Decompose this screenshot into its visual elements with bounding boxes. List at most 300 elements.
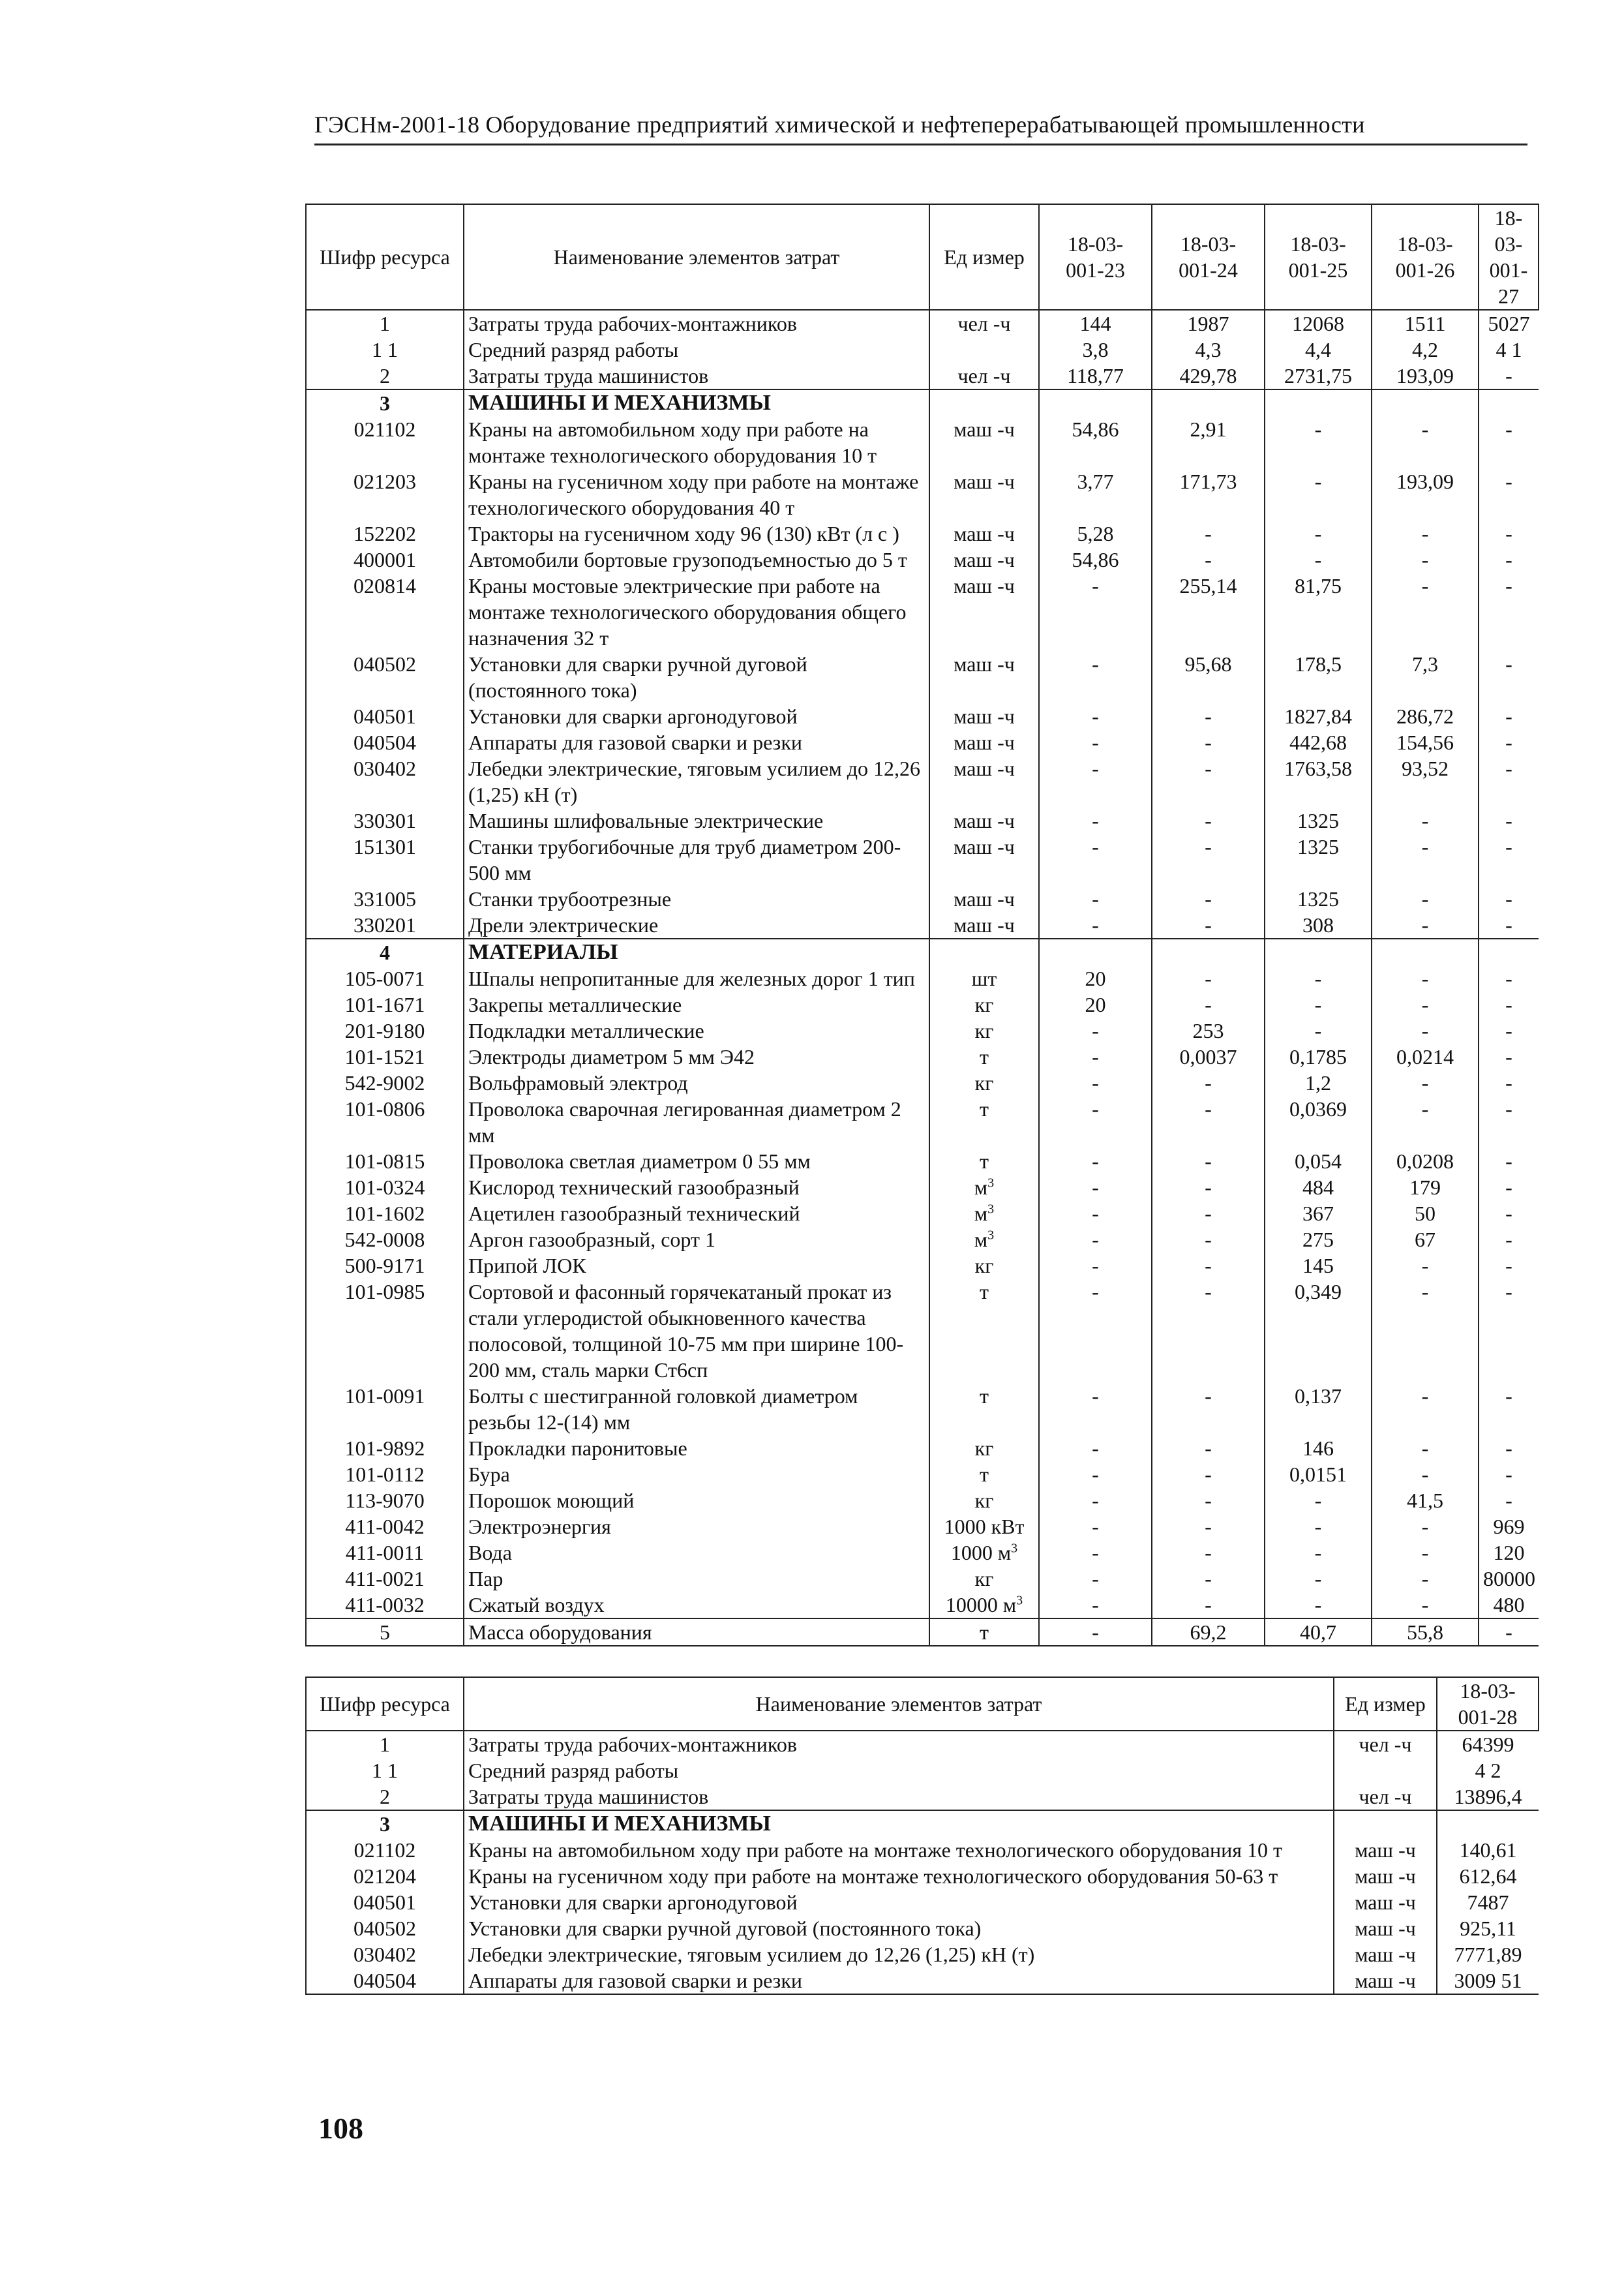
cost-element-name-cell: Прокладки паронитовые bbox=[464, 1435, 929, 1461]
value-cell: 5,28 bbox=[1039, 521, 1152, 547]
table2-header-cell: Ед измер bbox=[1334, 1677, 1437, 1731]
resource-code-cell: 330301 bbox=[306, 808, 464, 834]
value-cell: - bbox=[1039, 1148, 1152, 1174]
table2-header-cell: Наименование элементов затрат bbox=[464, 1677, 1334, 1731]
value-cell: - bbox=[1505, 967, 1512, 990]
value-cell: - bbox=[1505, 1489, 1512, 1512]
resource-code-cell: 411-0042 bbox=[306, 1513, 464, 1540]
resource-code-cell: 101-0815 bbox=[306, 1148, 464, 1174]
value-cell: 1325 bbox=[1265, 834, 1372, 886]
value-cell: - bbox=[1152, 1096, 1265, 1148]
value-cell: 93,52 bbox=[1372, 755, 1479, 808]
value-cell bbox=[1265, 939, 1372, 965]
value-cell: - bbox=[1152, 1592, 1265, 1618]
value-cell: 154,56 bbox=[1372, 729, 1479, 755]
cost-element-name-cell: Пар bbox=[464, 1566, 929, 1592]
table2-header-cell: 18-03- 001-28 bbox=[1437, 1677, 1539, 1731]
resource-code-cell: 400001 bbox=[306, 547, 464, 573]
table1-row bbox=[306, 547, 1539, 573]
table1-row bbox=[306, 965, 1539, 992]
value-cell: - bbox=[1505, 757, 1512, 780]
unit-cell: шт bbox=[929, 965, 1039, 992]
table2-row bbox=[306, 1783, 1539, 1810]
value-cell: - bbox=[1152, 1435, 1265, 1461]
value-cell: - bbox=[1505, 1071, 1512, 1095]
table1-row bbox=[306, 1200, 1539, 1226]
value-cell: 144 bbox=[1039, 310, 1152, 337]
value-cell: - bbox=[1039, 1618, 1152, 1646]
value-cell: - bbox=[1505, 548, 1512, 571]
value-cell: - bbox=[1039, 1540, 1152, 1566]
value-cell: 275 bbox=[1265, 1226, 1372, 1252]
resource-code-cell: 021204 bbox=[306, 1863, 464, 1889]
value-cell: 925,11 bbox=[1460, 1917, 1516, 1940]
value-cell: - bbox=[1372, 992, 1479, 1018]
resource-code-cell: 101-0091 bbox=[306, 1383, 464, 1435]
unit-cell: маш -ч bbox=[929, 416, 1039, 468]
value-cell: 2731,75 bbox=[1265, 363, 1372, 389]
unit-cell: $м^3$ bbox=[929, 1200, 1039, 1226]
cost-element-name-cell: Ацетилен газообразный технический bbox=[464, 1200, 929, 1226]
table1-header-cell: 18-03- 001-23 bbox=[1039, 204, 1152, 310]
unit-cell: маш -ч bbox=[929, 468, 1039, 521]
cost-element-name-cell: Станки трубогибочные для труб диаметром 200-500 мм bbox=[464, 834, 929, 886]
resource-table-2 bbox=[305, 1677, 1539, 1995]
resource-code-cell: 1 bbox=[306, 310, 464, 337]
resource-code-cell: 3 bbox=[306, 1810, 464, 1837]
value-cell: - bbox=[1152, 1383, 1265, 1435]
table1-row bbox=[306, 1226, 1539, 1252]
cost-element-name-cell: Тракторы на гусеничном ходу 96 (130) кВт (л с ) bbox=[464, 521, 929, 547]
cost-element-name-cell: Вода bbox=[464, 1540, 929, 1566]
value-cell: 140,61 bbox=[1459, 1838, 1517, 1862]
value-cell: - bbox=[1372, 1461, 1479, 1487]
value-cell: - bbox=[1505, 1384, 1512, 1408]
value-cell: - bbox=[1039, 912, 1152, 939]
value-cell: 1763,58 bbox=[1265, 755, 1372, 808]
value-cell: - bbox=[1505, 1176, 1512, 1199]
value-cell: - bbox=[1265, 965, 1372, 992]
value-cell: - bbox=[1372, 1383, 1479, 1435]
unit-cell bbox=[1334, 1810, 1437, 1837]
resource-code-cell: 152202 bbox=[306, 521, 464, 547]
value-cell: - bbox=[1372, 1513, 1479, 1540]
value-cell: 64399 bbox=[1462, 1733, 1514, 1756]
value-cell: - bbox=[1039, 1226, 1152, 1252]
value-cell: - bbox=[1372, 965, 1479, 992]
value-cell: - bbox=[1372, 886, 1479, 912]
page-header-title: ГЭСНм-2001-18 Оборудование предприятий химической и нефтеперерабатывающей промышленности bbox=[314, 111, 1527, 145]
table1-row bbox=[306, 1044, 1539, 1070]
value-cell: 0,1785 bbox=[1265, 1044, 1372, 1070]
value-cell: - bbox=[1152, 965, 1265, 992]
value-cell: 7487 bbox=[1467, 1890, 1509, 1914]
value-cell: - bbox=[1265, 992, 1372, 1018]
resource-code-cell: 101-1602 bbox=[306, 1200, 464, 1226]
resource-code-cell: 101-0806 bbox=[306, 1096, 464, 1148]
value-cell: - bbox=[1039, 651, 1152, 703]
cost-element-name-cell: Закрепы металлические bbox=[464, 992, 929, 1018]
table1-row bbox=[306, 1566, 1539, 1592]
value-cell: 179 bbox=[1372, 1174, 1479, 1200]
value-cell: - bbox=[1505, 731, 1512, 754]
table1-header-row bbox=[306, 204, 1539, 310]
resource-code-cell: 040501 bbox=[306, 703, 464, 729]
cost-element-name-cell: Сортовой и фасонный горячекатаный прокат из стали углеродистой обыкновенного качества полосовой, толщиной 10-75 мм при ширине 100-200 мм, сталь марки Ст6сп bbox=[464, 1279, 929, 1383]
value-cell: 4 2 bbox=[1475, 1759, 1501, 1782]
unit-cell: маш -ч bbox=[929, 729, 1039, 755]
unit-cell: маш -ч bbox=[929, 651, 1039, 703]
resource-code-cell: 040504 bbox=[306, 1967, 464, 1994]
unit-cell bbox=[1334, 1757, 1437, 1783]
resource-code-cell: 1 1 bbox=[306, 337, 464, 363]
value-cell: - bbox=[1039, 834, 1152, 886]
value-cell bbox=[1039, 389, 1152, 416]
value-cell: - bbox=[1372, 1096, 1479, 1148]
value-cell: - bbox=[1039, 1566, 1152, 1592]
cost-element-name-cell: Краны на гусеничном ходу при работе на монтаже технологического оборудования 40 т bbox=[464, 468, 929, 521]
cost-element-name-cell: МАТЕРИАЛЫ bbox=[464, 939, 929, 965]
table1-row bbox=[306, 1540, 1539, 1566]
value-cell: 171,73 bbox=[1152, 468, 1265, 521]
value-cell: - bbox=[1265, 1487, 1372, 1513]
table1-row bbox=[306, 1592, 1539, 1618]
resource-code-cell: 040502 bbox=[306, 651, 464, 703]
table1-row bbox=[306, 755, 1539, 808]
resource-code-cell: 101-0324 bbox=[306, 1174, 464, 1200]
value-cell: - bbox=[1372, 1592, 1479, 1618]
table2-row bbox=[306, 1757, 1539, 1783]
value-cell: 193,09 bbox=[1372, 468, 1479, 521]
cost-element-name-cell: Краны мостовые электрические при работе на монтаже технологического оборудования общего назначения 32 т bbox=[464, 573, 929, 651]
cost-element-name-cell: Машины шлифовальные электрические bbox=[464, 808, 929, 834]
value-cell: 20 bbox=[1039, 965, 1152, 992]
value-cell: - bbox=[1372, 1435, 1479, 1461]
value-cell: 95,68 bbox=[1152, 651, 1265, 703]
value-cell: - bbox=[1505, 1436, 1512, 1460]
unit-cell: т bbox=[929, 1461, 1039, 1487]
table1-row bbox=[306, 363, 1539, 389]
value-cell: - bbox=[1039, 1383, 1152, 1435]
value-cell: - bbox=[1505, 1202, 1512, 1225]
table1-row bbox=[306, 1096, 1539, 1148]
value-cell: 1827,84 bbox=[1265, 703, 1372, 729]
cost-element-name-cell: Средний разряд работы bbox=[464, 337, 929, 363]
value-cell bbox=[1372, 939, 1479, 965]
table1-row bbox=[306, 416, 1539, 468]
table2-row bbox=[306, 1837, 1539, 1863]
unit-cell: кг bbox=[929, 1252, 1039, 1279]
cost-element-name-cell: Болты с шестигранной головкой диаметром резьбы 12-(14) мм bbox=[464, 1383, 929, 1435]
unit-cell: маш -ч bbox=[929, 755, 1039, 808]
cost-element-name-cell: Установки для сварки аргонодуговой bbox=[464, 1889, 1334, 1915]
value-cell: 255,14 bbox=[1152, 573, 1265, 651]
cost-element-name-cell: МАШИНЫ И МЕХАНИЗМЫ bbox=[464, 1810, 1334, 1837]
resource-code-cell: 500-9171 bbox=[306, 1252, 464, 1279]
unit-cell: 10000 $м^3$ bbox=[929, 1592, 1039, 1618]
unit-cell: маш -ч bbox=[929, 808, 1039, 834]
table1-header-cell: 18-03- 001-24 bbox=[1152, 204, 1265, 310]
value-cell: - bbox=[1265, 1592, 1372, 1618]
value-cell: 4,4 bbox=[1265, 337, 1372, 363]
resource-code-cell: 040502 bbox=[306, 1915, 464, 1941]
table1-row bbox=[306, 834, 1539, 886]
cost-element-name-cell: Вольфрамовый электрод bbox=[464, 1070, 929, 1096]
table1-section-heading-row bbox=[306, 939, 1539, 965]
value-cell: 1987 bbox=[1152, 310, 1265, 337]
value-cell: - bbox=[1039, 1592, 1152, 1618]
table1-row bbox=[306, 912, 1539, 939]
value-cell: - bbox=[1505, 887, 1512, 911]
value-cell: - bbox=[1039, 808, 1152, 834]
value-cell: - bbox=[1505, 1045, 1512, 1069]
resource-code-cell: 021203 bbox=[306, 468, 464, 521]
unit-cell: маш -ч bbox=[929, 886, 1039, 912]
cost-element-name-cell: Подкладки металлические bbox=[464, 1018, 929, 1044]
cost-element-name-cell: Электроды диаметром 5 мм Э42 bbox=[464, 1044, 929, 1070]
resource-code-cell: 101-0985 bbox=[306, 1279, 464, 1383]
value-cell: 3,77 bbox=[1039, 468, 1152, 521]
value-cell: - bbox=[1039, 1252, 1152, 1279]
table1-row bbox=[306, 703, 1539, 729]
value-cell: - bbox=[1265, 1566, 1372, 1592]
unit-cell: маш -ч bbox=[929, 912, 1039, 939]
value-cell bbox=[1372, 389, 1479, 416]
unit-cell: кг bbox=[929, 1018, 1039, 1044]
unit-cell: чел -ч bbox=[929, 363, 1039, 389]
value-cell: 484 bbox=[1265, 1174, 1372, 1200]
table1-row bbox=[306, 1252, 1539, 1279]
value-cell: - bbox=[1505, 1097, 1512, 1121]
value-cell bbox=[1152, 939, 1265, 965]
table1-row bbox=[306, 573, 1539, 651]
value-cell: - bbox=[1039, 729, 1152, 755]
cost-element-name-cell: Установки для сварки ручной дуговой (постоянного тока) bbox=[464, 651, 929, 703]
value-cell: 50 bbox=[1372, 1200, 1479, 1226]
value-cell: - bbox=[1505, 1254, 1512, 1277]
value-cell: 286,72 bbox=[1372, 703, 1479, 729]
value-cell: - bbox=[1039, 1200, 1152, 1226]
value-cell: - bbox=[1265, 1513, 1372, 1540]
table1-row bbox=[306, 1618, 1539, 1646]
cost-element-name-cell: Припой ЛОК bbox=[464, 1252, 929, 1279]
unit-cell: кг bbox=[929, 1487, 1039, 1513]
resource-code-cell: 101-1521 bbox=[306, 1044, 464, 1070]
resource-code-cell: 411-0032 bbox=[306, 1592, 464, 1618]
resource-code-cell: 105-0071 bbox=[306, 965, 464, 992]
unit-cell bbox=[929, 939, 1039, 965]
value-cell: - bbox=[1152, 1226, 1265, 1252]
cost-element-name-cell: Краны на гусеничном ходу при работе на монтаже технологического оборудования 50-63 т bbox=[464, 1863, 1334, 1889]
value-cell: - bbox=[1152, 1200, 1265, 1226]
unit-cell: 1000 $м^3$ bbox=[929, 1540, 1039, 1566]
cost-element-name-cell: Краны на автомобильном ходу при работе на монтаже технологического оборудования 10 т bbox=[464, 416, 929, 468]
resource-code-cell: 1 1 bbox=[306, 1757, 464, 1783]
table2-row bbox=[306, 1967, 1539, 1994]
value-cell: 480 bbox=[1493, 1593, 1525, 1616]
table1-row bbox=[306, 1487, 1539, 1513]
cost-element-name-cell: Станки трубоотрезные bbox=[464, 886, 929, 912]
resource-code-cell: 040501 bbox=[306, 1889, 464, 1915]
value-cell: - bbox=[1152, 1513, 1265, 1540]
value-cell: 0,054 bbox=[1265, 1148, 1372, 1174]
unit-cell bbox=[929, 337, 1039, 363]
unit-cell: маш -ч bbox=[1334, 1941, 1437, 1967]
value-cell: - bbox=[1265, 468, 1372, 521]
cost-element-name-cell: Аргон газообразный, сорт 1 bbox=[464, 1226, 929, 1252]
table1-row bbox=[306, 1148, 1539, 1174]
table1-row bbox=[306, 468, 1539, 521]
value-cell: 54,86 bbox=[1039, 416, 1152, 468]
resource-code-cell: 2 bbox=[306, 363, 464, 389]
value-cell: 145 bbox=[1265, 1252, 1372, 1279]
cost-element-name-cell: Сжатый воздух bbox=[464, 1592, 929, 1618]
unit-cell: чел -ч bbox=[1334, 1783, 1437, 1810]
value-cell: - bbox=[1039, 886, 1152, 912]
value-cell: - bbox=[1372, 416, 1479, 468]
value-cell: 5027 bbox=[1488, 312, 1530, 335]
value-cell: - bbox=[1039, 1513, 1152, 1540]
value-cell: - bbox=[1039, 1044, 1152, 1070]
value-cell bbox=[1479, 389, 1539, 416]
unit-cell bbox=[929, 389, 1039, 416]
unit-cell: кг bbox=[929, 1566, 1039, 1592]
unit-cell: маш -ч bbox=[929, 521, 1039, 547]
table1-row bbox=[306, 1070, 1539, 1096]
value-cell: - bbox=[1152, 1461, 1265, 1487]
unit-cell: маш -ч bbox=[929, 573, 1039, 651]
value-cell: - bbox=[1039, 1487, 1152, 1513]
unit-cell: маш -ч bbox=[929, 547, 1039, 573]
value-cell: - bbox=[1505, 1019, 1512, 1042]
value-cell: - bbox=[1152, 1279, 1265, 1383]
table2-row bbox=[306, 1731, 1539, 1757]
cost-element-name-cell: Затраты труда рабочих-монтажников bbox=[464, 1731, 1334, 1757]
resource-code-cell: 411-0011 bbox=[306, 1540, 464, 1566]
unit-cell: т bbox=[929, 1618, 1039, 1646]
value-cell: 0,349 bbox=[1265, 1279, 1372, 1383]
value-cell: 3009 51 bbox=[1437, 1967, 1539, 1994]
value-cell: 3,8 bbox=[1039, 337, 1152, 363]
table1-header-cell: 18-03- 001-26 bbox=[1372, 204, 1479, 310]
value-cell: - bbox=[1152, 729, 1265, 755]
table1-row bbox=[306, 1279, 1539, 1383]
table1-row bbox=[306, 1174, 1539, 1200]
resource-code-cell: 2 bbox=[306, 1783, 464, 1810]
resource-table-1 bbox=[305, 204, 1539, 1646]
cost-element-name-cell: Электроэнергия bbox=[464, 1513, 929, 1540]
value-cell: - bbox=[1505, 1228, 1512, 1251]
value-cell: - bbox=[1372, 1279, 1479, 1383]
value-cell: - bbox=[1372, 573, 1479, 651]
resource-code-cell: 3 bbox=[306, 389, 464, 416]
table1-header-cell: 18-03- 001-27 bbox=[1479, 204, 1539, 310]
value-cell: - bbox=[1039, 1096, 1152, 1148]
table1-row bbox=[306, 1018, 1539, 1044]
table1-row bbox=[306, 310, 1539, 337]
value-cell: - bbox=[1505, 705, 1512, 728]
value-cell bbox=[1039, 939, 1152, 965]
table2-row bbox=[306, 1863, 1539, 1889]
unit-cell: чел -ч bbox=[929, 310, 1039, 337]
resource-code-cell: 151301 bbox=[306, 834, 464, 886]
resource-code-cell: 030402 bbox=[306, 755, 464, 808]
value-cell: - bbox=[1152, 1174, 1265, 1200]
unit-cell: чел -ч bbox=[1334, 1731, 1437, 1757]
value-cell: 442,68 bbox=[1265, 729, 1372, 755]
value-cell: 0,0151 bbox=[1265, 1461, 1372, 1487]
value-cell: 41,5 bbox=[1372, 1487, 1479, 1513]
value-cell: - bbox=[1265, 1540, 1372, 1566]
value-cell: - bbox=[1152, 1487, 1265, 1513]
table1-header-cell: Шифр ресурса bbox=[306, 204, 464, 310]
page-number: 108 bbox=[318, 2112, 363, 2145]
unit-cell: кг bbox=[929, 1070, 1039, 1096]
unit-cell: т bbox=[929, 1044, 1039, 1070]
value-cell: - bbox=[1152, 547, 1265, 573]
value-cell: 0,0369 bbox=[1265, 1096, 1372, 1148]
value-cell: - bbox=[1152, 912, 1265, 939]
value-cell: - bbox=[1505, 470, 1512, 493]
cost-element-name-cell: Аппараты для газовой сварки и резки bbox=[464, 1967, 1334, 1994]
unit-cell: маш -ч bbox=[929, 834, 1039, 886]
value-cell: 12068 bbox=[1265, 310, 1372, 337]
value-cell: 2,91 bbox=[1152, 416, 1265, 468]
value-cell: - bbox=[1372, 1070, 1479, 1096]
table1-row bbox=[306, 1461, 1539, 1487]
value-cell: - bbox=[1372, 1252, 1479, 1279]
value-cell: 69,2 bbox=[1152, 1618, 1265, 1646]
cost-element-name-cell: Лебедки электрические, тяговым усилием до 12,26 (1,25) кН (т) bbox=[464, 755, 929, 808]
value-cell: - bbox=[1372, 808, 1479, 834]
value-cell: - bbox=[1039, 1435, 1152, 1461]
cost-element-name-cell: Средний разряд работы bbox=[464, 1757, 1334, 1783]
cost-element-name-cell: Аппараты для газовой сварки и резки bbox=[464, 729, 929, 755]
value-cell: - bbox=[1372, 1540, 1479, 1566]
table1-row bbox=[306, 729, 1539, 755]
unit-cell: т bbox=[929, 1096, 1039, 1148]
value-cell: - bbox=[1039, 573, 1152, 651]
value-cell: 4,3 bbox=[1152, 337, 1265, 363]
unit-cell: т bbox=[929, 1148, 1039, 1174]
unit-cell: маш -ч bbox=[1334, 1889, 1437, 1915]
cost-element-name-cell: МАШИНЫ И МЕХАНИЗМЫ bbox=[464, 389, 929, 416]
resource-code-cell: 201-9180 bbox=[306, 1018, 464, 1044]
value-cell: 7771,89 bbox=[1454, 1943, 1522, 1966]
table1-header-cell: Наименование элементов затрат bbox=[464, 204, 929, 310]
value-cell: - bbox=[1505, 993, 1512, 1016]
table1-row bbox=[306, 992, 1539, 1018]
value-cell: - bbox=[1505, 913, 1512, 937]
unit-cell: маш -ч bbox=[1334, 1837, 1437, 1863]
value-cell: - bbox=[1039, 1070, 1152, 1096]
unit-cell: кг bbox=[929, 1435, 1039, 1461]
resource-code-cell: 331005 bbox=[306, 886, 464, 912]
value-cell: 4,2 bbox=[1372, 337, 1479, 363]
value-cell: - bbox=[1039, 1174, 1152, 1200]
value-cell: 55,8 bbox=[1372, 1618, 1479, 1646]
unit-cell: 1000 кВт bbox=[929, 1513, 1039, 1540]
table1-row bbox=[306, 1435, 1539, 1461]
value-cell: 0,137 bbox=[1265, 1383, 1372, 1435]
table2-row bbox=[306, 1889, 1539, 1915]
resource-code-cell: 411-0021 bbox=[306, 1566, 464, 1592]
value-cell: - bbox=[1505, 1149, 1512, 1173]
value-cell bbox=[1437, 1810, 1539, 1837]
cost-element-name-cell: Масса оборудования bbox=[464, 1618, 929, 1646]
value-cell: 20 bbox=[1039, 992, 1152, 1018]
cost-element-name-cell: Затраты труда рабочих-монтажников bbox=[464, 310, 929, 337]
